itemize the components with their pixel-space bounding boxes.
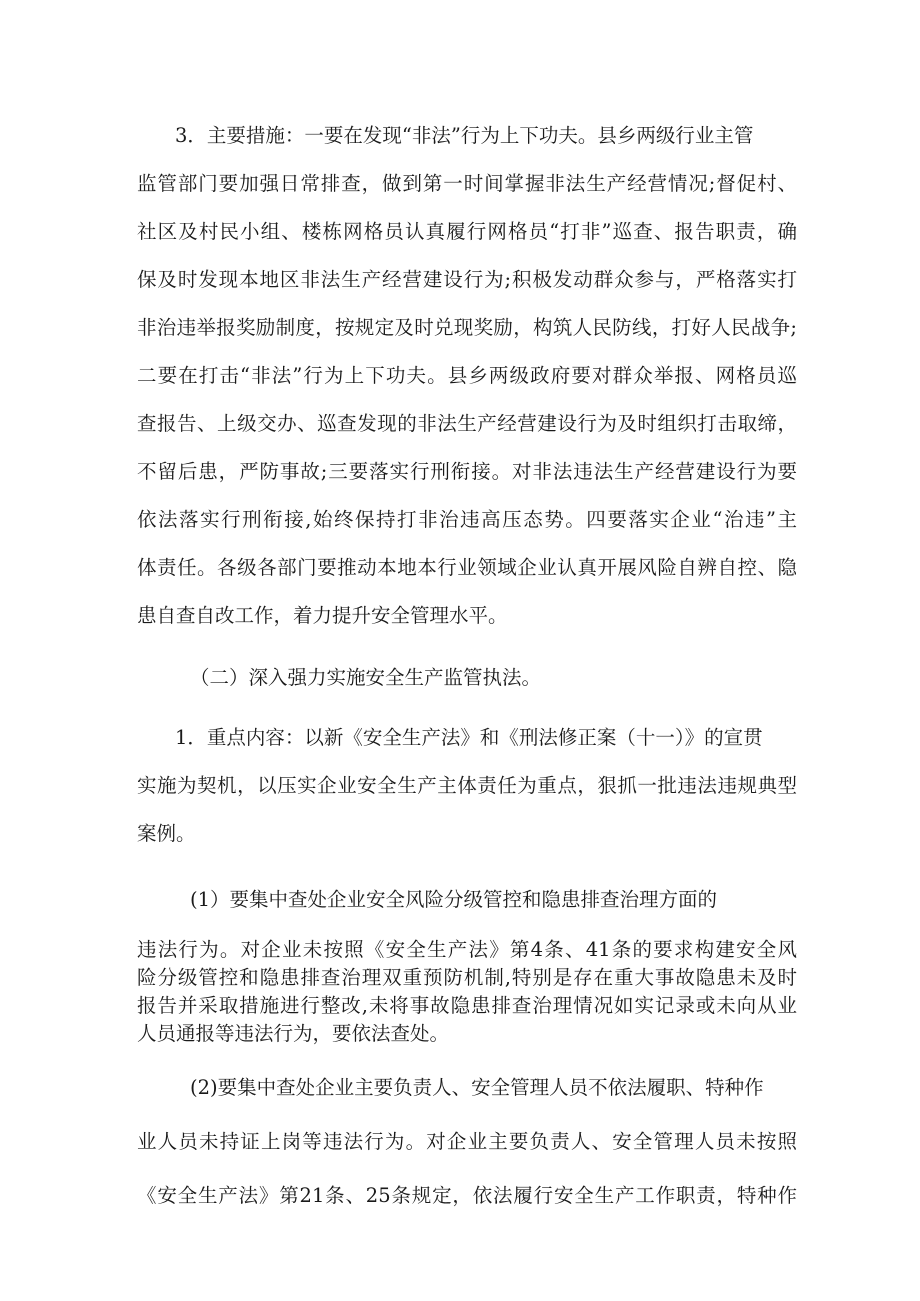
paragraph-line: 保及时发现本地区非法生产经营建设行为;积极发动群众参与，严格落实打 [137,268,797,291]
paragraph-line: 险分级管控和隐患排查治理双重预防机制,特别是存在重大事故隐患未及时 [137,966,797,989]
paragraph-line: 依法落实行刑衔接,始终保持打非治违高压态势。四要落实企业“治违”主 [137,508,797,531]
paragraph-line: 实施为契机，以压实企业安全生产主体责任为重点，狠抓一批违法违规典型 [137,774,797,797]
paragraph-line: 3．主要措施：一要在发现“非法”行为上下功夫。县乡两级行业主管 [175,124,754,147]
paragraph-line: 社区及村民小组、楼栋网格员认真履行网格员“打非”巡查、报告职责，确 [137,220,797,243]
paragraph-line: 非治违举报奖励制度，按规定及时兑现奖励，构筑人民防线，打好人民战争; [137,316,797,339]
section-heading: （二）深入强力实施安全生产监管执法。 [190,666,542,689]
paragraph-line: 体责任。各级各部门要推动本地本行业领域企业认真开展风险自辨自控、隐 [137,556,797,579]
paragraph-line: 监管部门要加强日常排查，做到第一时间掌握非法生产经营情况;督促村、 [137,172,797,195]
paragraph-line: 案例。 [137,822,196,845]
paragraph-line: 二要在打击“非法”行为上下功夫。县乡两级政府要对群众举报、网格员巡 [137,364,797,387]
paragraph-line: 查报告、上级交办、巡查发现的非法生产经营建设行为及时组织打击取缔， [137,412,797,435]
paragraph-line: 患自查自改工作，着力提升安全管理水平。 [137,604,508,627]
paragraph-line: 业人员未持证上岗等违法行为。对企业主要负责人、安全管理人员未按照 [137,1130,797,1153]
paragraph-line: (1）要集中查处企业安全风险分级管控和隐患排查治理方面的 [190,888,718,911]
paragraph-line: 不留后患，严防事故;三要落实行刑衔接。对非法违法生产经营建设行为要 [137,460,797,483]
paragraph-line: 人员通报等违法行为，要依法查处。 [137,1022,450,1045]
paragraph-line: 报告并采取措施进行整改,未将事故隐患排查治理情况如实记录或未向从业 [137,994,797,1017]
paragraph-line: 《安全生产法》第21条、25条规定，依法履行安全生产工作职责，特种作 [137,1184,797,1207]
paragraph-line: (2)要集中查处企业主要负责人、安全管理人员不依法履职、特种作 [190,1076,764,1099]
paragraph-line: 1．重点内容：以新《安全生产法》和《刑法修正案（十一）》的宣贯 [175,726,763,749]
paragraph-line: 违法行为。对企业未按照《安全生产法》第4条、41条的要求构建安全风 [137,938,797,961]
